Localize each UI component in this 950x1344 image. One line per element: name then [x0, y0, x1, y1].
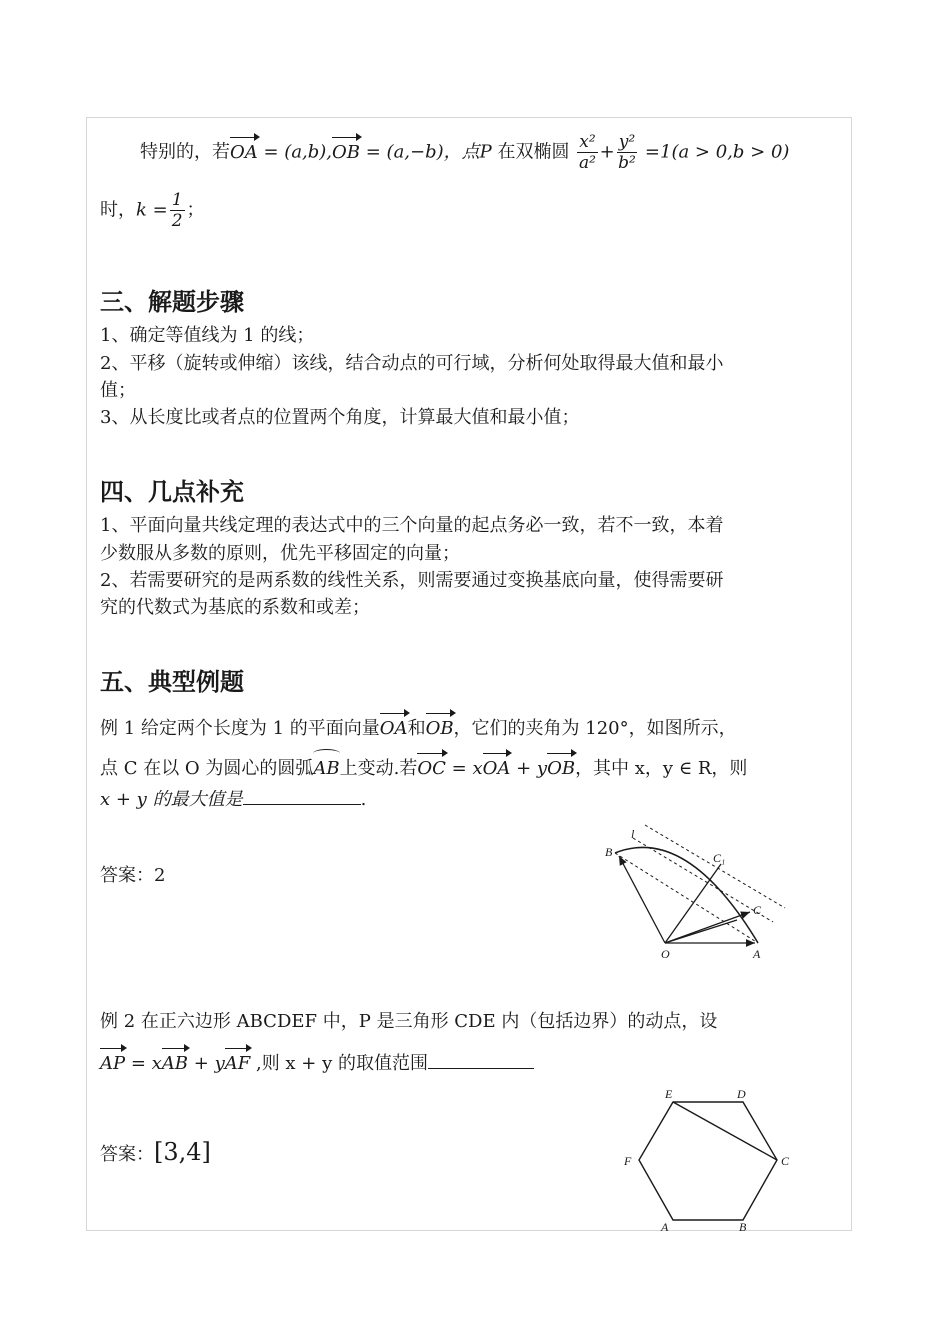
ex1-eq: = x: [445, 758, 483, 779]
label-b: B: [605, 845, 613, 859]
line-oc1: [665, 864, 721, 943]
label-d: D: [737, 1087, 746, 1101]
ex2-line-1: 例 2 在正六边形 ABCDEF 中，P 是三角形 CDE 内（包括边界）的动点，设: [100, 1011, 718, 1032]
ex2-plus-y: + y: [188, 1053, 225, 1074]
label-o: O: [661, 947, 670, 961]
ex1-text-c: 点 C 在以 O 为圆心的圆弧: [100, 758, 314, 779]
sec4-item-1a: 1、平面向量共线定理的表达式中的三个向量的起点务必一致，若不一致，本着: [100, 515, 724, 536]
answer-blank: [243, 786, 361, 805]
vector-ob-line: [619, 856, 665, 943]
ex2-answer-value: [3,4]: [154, 1138, 211, 1166]
vector-oa: OA: [380, 715, 408, 743]
vector-oc: OC: [417, 755, 446, 783]
section-5-title: 五、典型例题: [100, 668, 244, 696]
intro-semicolon: ；: [186, 199, 205, 221]
vector-af: AF: [225, 1050, 251, 1078]
ex1-period: .: [360, 789, 367, 810]
intro-lead: 特别的，若: [140, 141, 230, 163]
label-a: A: [661, 1220, 669, 1231]
intro-mid: 在双椭圆: [491, 141, 570, 163]
label-c: C: [781, 1154, 790, 1168]
fraction-x2-a2: $\frac{\text{x²}}{\text{a²}}$: [578, 132, 596, 173]
label-f: F: [624, 1154, 632, 1168]
label-l: l: [631, 827, 635, 841]
sec3-item-2a: 2、平移（旋转或伸缩）该线，结合动点的可行域，分析何处取得最大值和最小: [100, 353, 724, 374]
label-c: C: [753, 903, 762, 917]
sec4-item-2a: 2、若需要研究的是两系数的线性关系，则需要通过变换基底向量，使得需要研: [100, 570, 724, 591]
k-equals: k =: [136, 199, 168, 221]
sec4-item-2b: 究的代数式为基底的系数和或差；: [100, 597, 370, 618]
vector-oa: OA: [483, 755, 511, 783]
ex2-answer-label: 答案：: [100, 1144, 154, 1165]
ex2-eq: = x: [125, 1053, 162, 1074]
level-line-2: [633, 838, 773, 922]
ex1-question: x + y 的最大值是: [100, 789, 243, 810]
figure-arc-diagram: [595, 820, 795, 965]
ex1-line-2: [100, 755, 747, 783]
ex1-text-d: 上变动.若: [339, 758, 418, 779]
diagonal-ec: [673, 1102, 777, 1160]
level-line-l: [645, 825, 785, 908]
vector-ap: AP: [100, 1050, 125, 1078]
ex2-answer: [100, 1138, 211, 1169]
ex1-text-b: ，它们的夹角为 120°，如图所示，: [453, 718, 737, 739]
fraction-y2-b2: $\frac{\text{y²}}{\text{b²}}$: [618, 132, 636, 173]
line-ba: [615, 853, 758, 943]
fraction-half: $\frac{1}{2}$: [171, 190, 183, 231]
label-a: A: [753, 947, 761, 961]
intro-line-1: [140, 132, 789, 173]
point-p: P: [479, 141, 492, 163]
section-3-title: 三、解题步骤: [100, 288, 244, 316]
vector-ab: AB: [162, 1050, 188, 1078]
ex1-line-3: [100, 786, 366, 814]
sec4-item-1b: 少数服从多数的原则，优先平移固定的向量；: [100, 543, 460, 564]
ex1-text-e: ，其中 x，y ∈ R，则: [575, 758, 748, 779]
ellipse-condition: =1(a > 0,b > 0): [639, 141, 790, 163]
sec3-item-2b: 值；: [100, 380, 136, 401]
vector-ob: OB: [547, 755, 575, 783]
vector-oa: OA: [230, 139, 258, 167]
vector-ob: OB: [426, 715, 454, 743]
line-oc-short: [665, 920, 737, 943]
ex1-plus-y: + y: [510, 758, 548, 779]
hexagon-abcdef: [639, 1102, 777, 1220]
arc-ab: [615, 847, 758, 943]
label-e: E: [665, 1087, 673, 1101]
ex1-text-a: 例 1 给定两个长度为 1 的平面向量: [100, 718, 380, 739]
sec3-item-1: 1、确定等值线为 1 的线；: [100, 325, 315, 346]
answer-blank-2: [428, 1050, 534, 1069]
vector-ob: OB: [332, 139, 360, 167]
ex1-he: 和: [407, 718, 426, 739]
ob-value: = (a,−b)，点: [360, 141, 480, 163]
ex1-line-1: [100, 715, 737, 743]
label-b: B: [739, 1220, 747, 1231]
ex2-text-b: ,则 x + y 的取值范围: [250, 1053, 428, 1074]
ex2-line-2: [100, 1050, 534, 1078]
intro-shi: 时，: [100, 199, 136, 221]
figure-hexagon: [615, 1080, 805, 1231]
oa-value: = (a,b),: [257, 141, 333, 163]
arc-ab: AB: [313, 755, 339, 783]
plus-sign: +: [599, 141, 615, 163]
intro-line-2: [100, 190, 205, 231]
sec3-item-3: 3、从长度比或者点的位置两个角度，计算最大值和最小值；: [100, 407, 580, 428]
ex1-answer: 答案：2: [100, 865, 166, 886]
section-4-title: 四、几点补充: [100, 478, 244, 506]
label-c1: C₁: [713, 851, 726, 865]
